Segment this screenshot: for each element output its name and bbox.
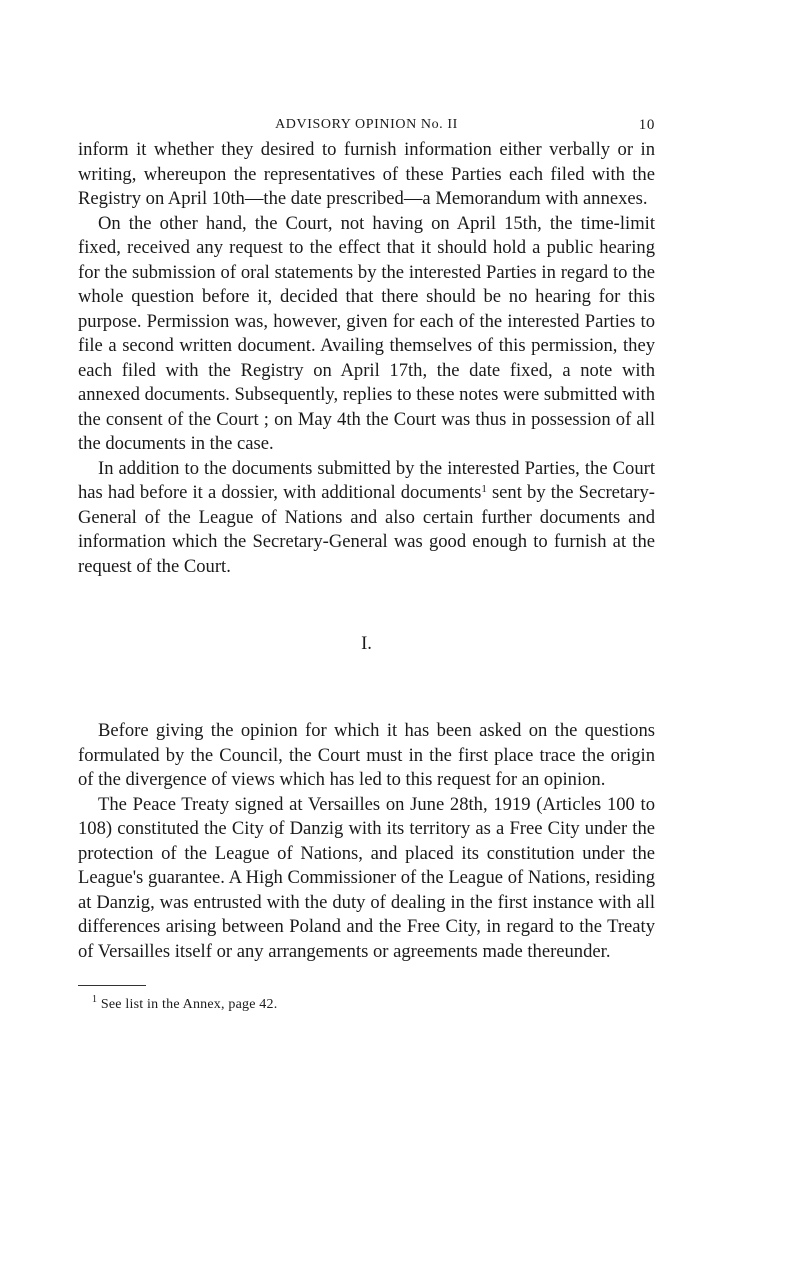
section-heading: I. <box>361 633 372 654</box>
page-number: 10 <box>638 117 655 133</box>
document-page <box>78 112 655 1013</box>
footnote-marker: 1 <box>92 994 98 1005</box>
footnote-text: See list in the Annex, page 42. <box>97 997 278 1012</box>
paragraph-continuation: inform it whether they desired to furnish information either verbally or in writing, whereupon the representatives of these Parties each filed with the Registry on April 10th—the date prescribed—a Memorandum with annexes. <box>78 139 655 209</box>
paragraph-dossier-text-end: sent by the Secretary-General of the League of Nations and also certain further documents and information which the Secretary-General was good enough to furnish at the request of the Court. <box>78 482 655 577</box>
paragraph-origin: Before giving the opinion for which it has been asked on the questions formulated by the Council, the Court must in the first place trace the origin of the divergence of views which has led to this request for an opinion. <box>78 720 655 790</box>
paragraph-dossier-text-start: In addition to the documents submitted by the interested Parties, the Court has had before it a dossier, with additional documents <box>78 457 655 503</box>
running-header <box>78 112 655 138</box>
running-title: ADVISORY OPINION No. II <box>275 117 458 132</box>
paragraph-dossier <box>78 457 655 580</box>
footnote <box>92 994 655 1013</box>
paragraph-time-limit: On the other hand, the Court, not having on April 15th, the time-limit fixed, received any request to the effect that it should hold a public hearing for the submission of oral statements by the interested Parties in regard to the whole question before it, decided that there should be no hearing for this purpose. Permission was, however, given for each of the interested Parties to file a second written document. Availing themselves of this permission, they each filed with the Registry on April 17th, the date fixed, a note with annexed documents. Subsequently, replies to these notes were submitted with the consent of the Court ; on May 4th the Court was thus in possession of all the documents in the case. <box>78 212 655 454</box>
footnote-reference: 1 <box>481 483 487 495</box>
paragraph-peace-treaty: The Peace Treaty signed at Versailles on June 28th, 1919 (Articles 100 to 108) constituted the City of Danzig with its territory as a Free City under the protection of the League of Nations, and placed its constitution under the League's guarantee. A High Commissioner of the League of Nations, residing at Danzig, was entrusted with the duty of dealing in the first instance with all differences arising between Poland and the Free City, in regard to the Treaty of Versailles itself or any arrangements or agreements made thereunder. <box>78 793 655 962</box>
footnote-divider <box>78 985 146 986</box>
